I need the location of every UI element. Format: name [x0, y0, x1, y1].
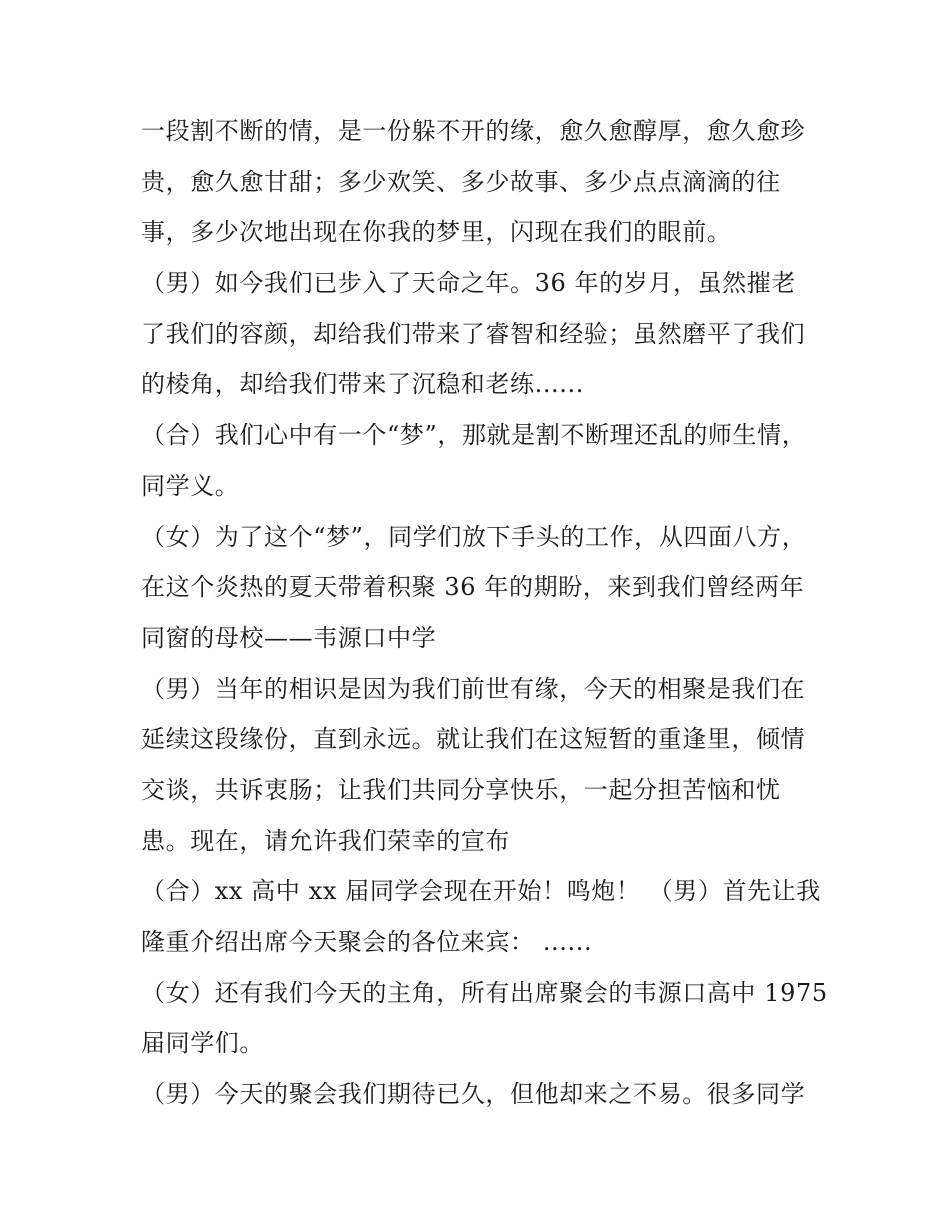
text-line: （男）当年的相识是因为我们前世有缘，今天的相聚是我们在 [141, 674, 806, 703]
text-line: 的棱角，却给我们带来了沉稳和老练...... [141, 370, 584, 399]
text-line: 届同学们。 [141, 1029, 264, 1058]
text-line: 同学义。 [141, 471, 240, 500]
text-line: 了我们的容颜，却给我们带来了睿智和经验；虽然磨平了我们 [141, 319, 806, 348]
text-line: （男）今天的聚会我们期待已久，但他却来之不易。很多同学 [141, 1080, 806, 1109]
text-line: 事，多少次地出现在你我的梦里，闪现在我们的眼前。 [141, 218, 732, 247]
text-line: （女）为了这个“梦”，同学们放下手头的工作，从四面八方， [141, 522, 807, 551]
text-line: 交谈，共诉衷肠；让我们共同分享快乐，一起分担苦恼和忧 [141, 775, 781, 804]
text-line: 患。现在，请允许我们荣幸的宣布 [141, 826, 510, 855]
text-line: （男）如今我们已步入了天命之年。36 年的岁月，虽然摧老 [141, 269, 796, 298]
text-line: 隆重介绍出席今天聚会的各位来宾： ...... [141, 928, 593, 956]
text-line: 延续这段缘份，直到永远。就让我们在这短暂的重逢里，倾情 [141, 725, 806, 754]
document-body [141, 106, 828, 1120]
text-line: 在这个炎热的夏天带着积聚 36 年的期盼，来到我们曾经两年 [141, 573, 805, 602]
text-line: 贵，愈久愈甘甜；多少欢笑、多少故事、多少点点滴滴的往 [141, 167, 781, 196]
text-line: （合）我们心中有一个“梦”，那就是割不断理还乱的师生情， [141, 421, 807, 450]
text-line: 一段割不断的情，是一份躲不开的缘，愈久愈醇厚，愈久愈珍 [141, 117, 806, 145]
text-line: 同窗的母校——韦源口中学 [141, 623, 437, 652]
text-line: （女）还有我们今天的主角，所有出席聚会的韦源口高中 1975 [141, 978, 828, 1007]
text-line: （合）xx 高中 xx 届同学会现在开始！鸣炮！ （男）首先让我 [141, 877, 821, 906]
